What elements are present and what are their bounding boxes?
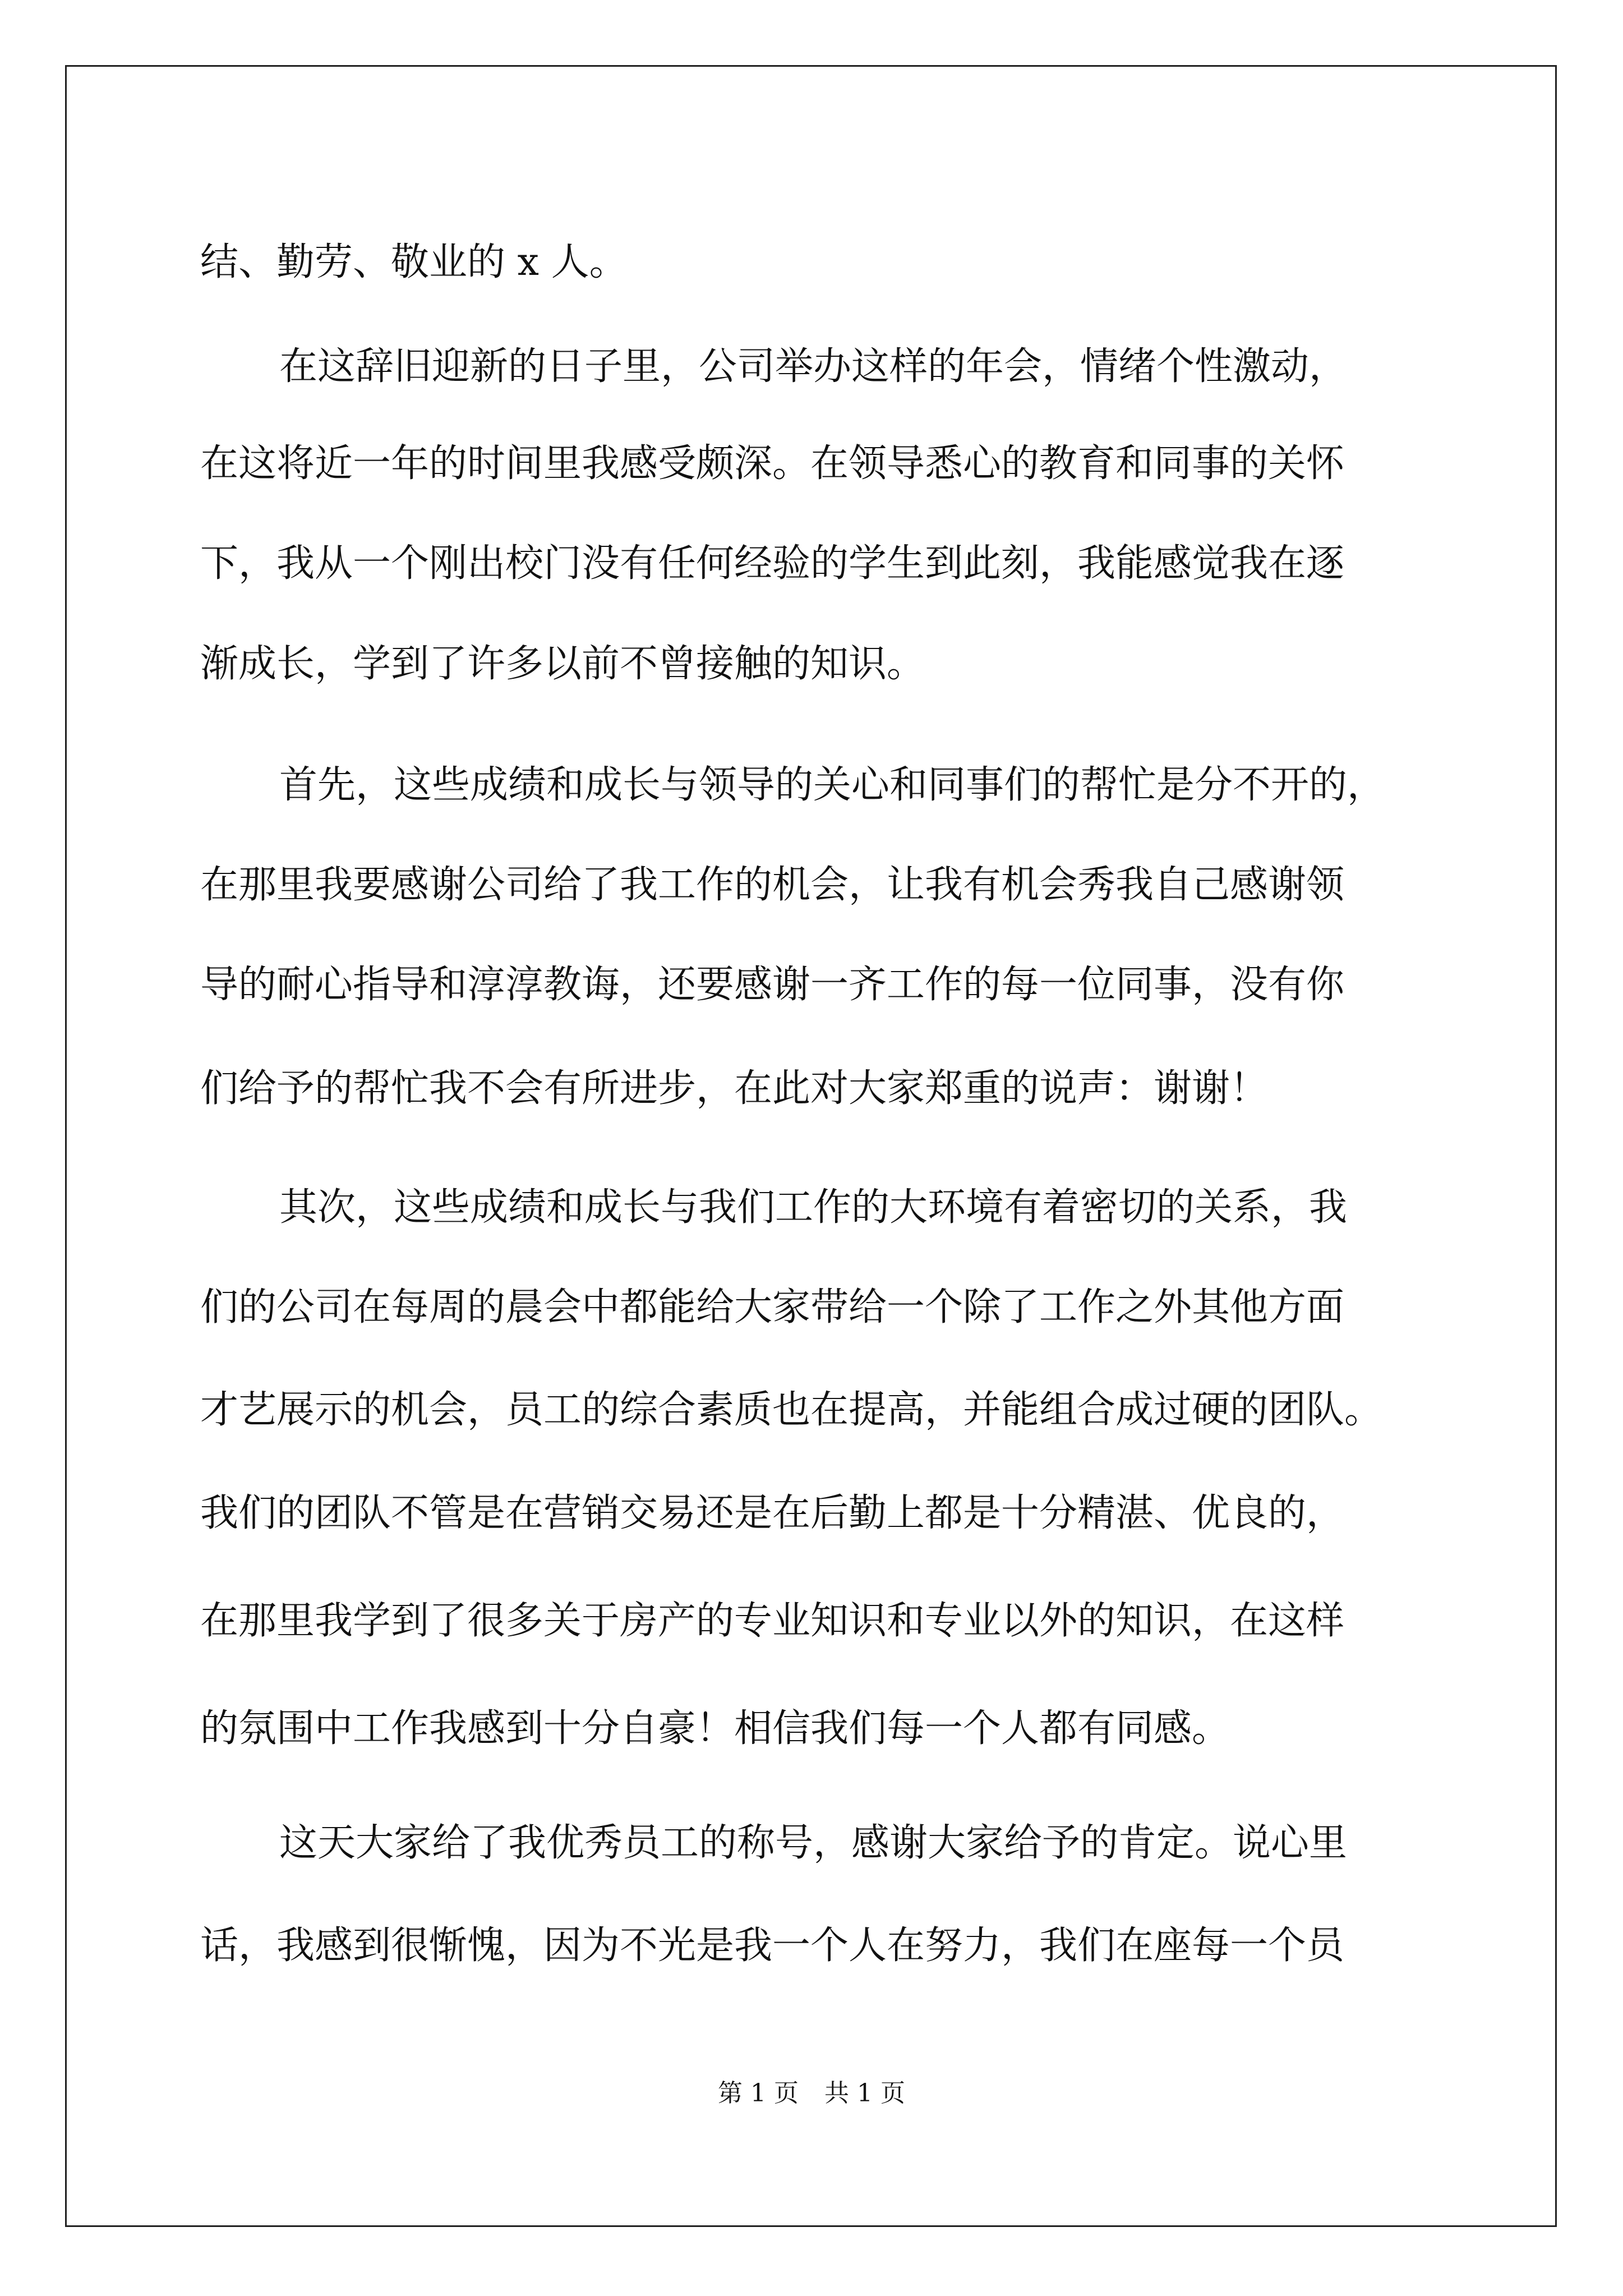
text-line: 在这将近一年的时间里我感受颇深。在领导悉心的教育和同事的关怀 — [200, 441, 1345, 486]
page-footer — [0, 2077, 1623, 2110]
text-line: 的氛围中工作我感到十分自豪！相信我们每一个人都有同感。 — [200, 1706, 1230, 1751]
text-line: 们的公司在每周的晨会中都能给大家带给一个除了工作之外其他方面 — [200, 1285, 1345, 1329]
paragraph-first-line: 其次，这些成绩和成长与我们工作的大环境有着密切的关系，我 — [279, 1185, 1348, 1230]
text-line: 在那里我要感谢公司给了我工作的机会，让我有机会秀我自己感谢领 — [200, 863, 1345, 907]
text-line: 渐成长，学到了许多以前不曾接触的知识。 — [200, 642, 925, 686]
page-number: 第 1 页 — [718, 2079, 799, 2108]
paragraph-first-line: 在这辞旧迎新的日子里，公司举办这样的年会，情绪个性激动， — [279, 344, 1348, 389]
text-line: 话，我感到很惭愧，因为不光是我一个人在努力，我们在座每一个员 — [200, 1924, 1345, 1968]
text-line: 下，我从一个刚出校门没有任何经验的学生到此刻，我能感觉我在逐 — [200, 541, 1345, 586]
text-line: 结、勤劳、敬业的 x 人。 — [200, 240, 628, 284]
paragraph-first-line: 首先，这些成绩和成长与领导的关心和同事们的帮忙是分不开的， — [279, 763, 1386, 807]
page-total: 共 1 页 — [824, 2079, 905, 2108]
paragraph-first-line: 这天大家给了我优秀员工的称号，感谢大家给予的肯定。说心里 — [279, 1821, 1348, 1865]
text-line: 才艺展示的机会，员工的综合素质也在提高，并能组合成过硬的团队。 — [200, 1388, 1383, 1432]
text-line: 导的耐心指导和淳淳教诲，还要感谢一齐工作的每一位同事，没有你 — [200, 963, 1345, 1007]
text-line: 我们的团队不管是在营销交易还是在后勤上都是十分精湛、优良的， — [200, 1491, 1345, 1535]
text-line: 们给予的帮忙我不会有所进步，在此对大家郑重的说声：谢谢！ — [200, 1066, 1269, 1111]
text-line: 在那里我学到了很多关于房产的专业知识和专业以外的知识，在这样 — [200, 1599, 1345, 1643]
